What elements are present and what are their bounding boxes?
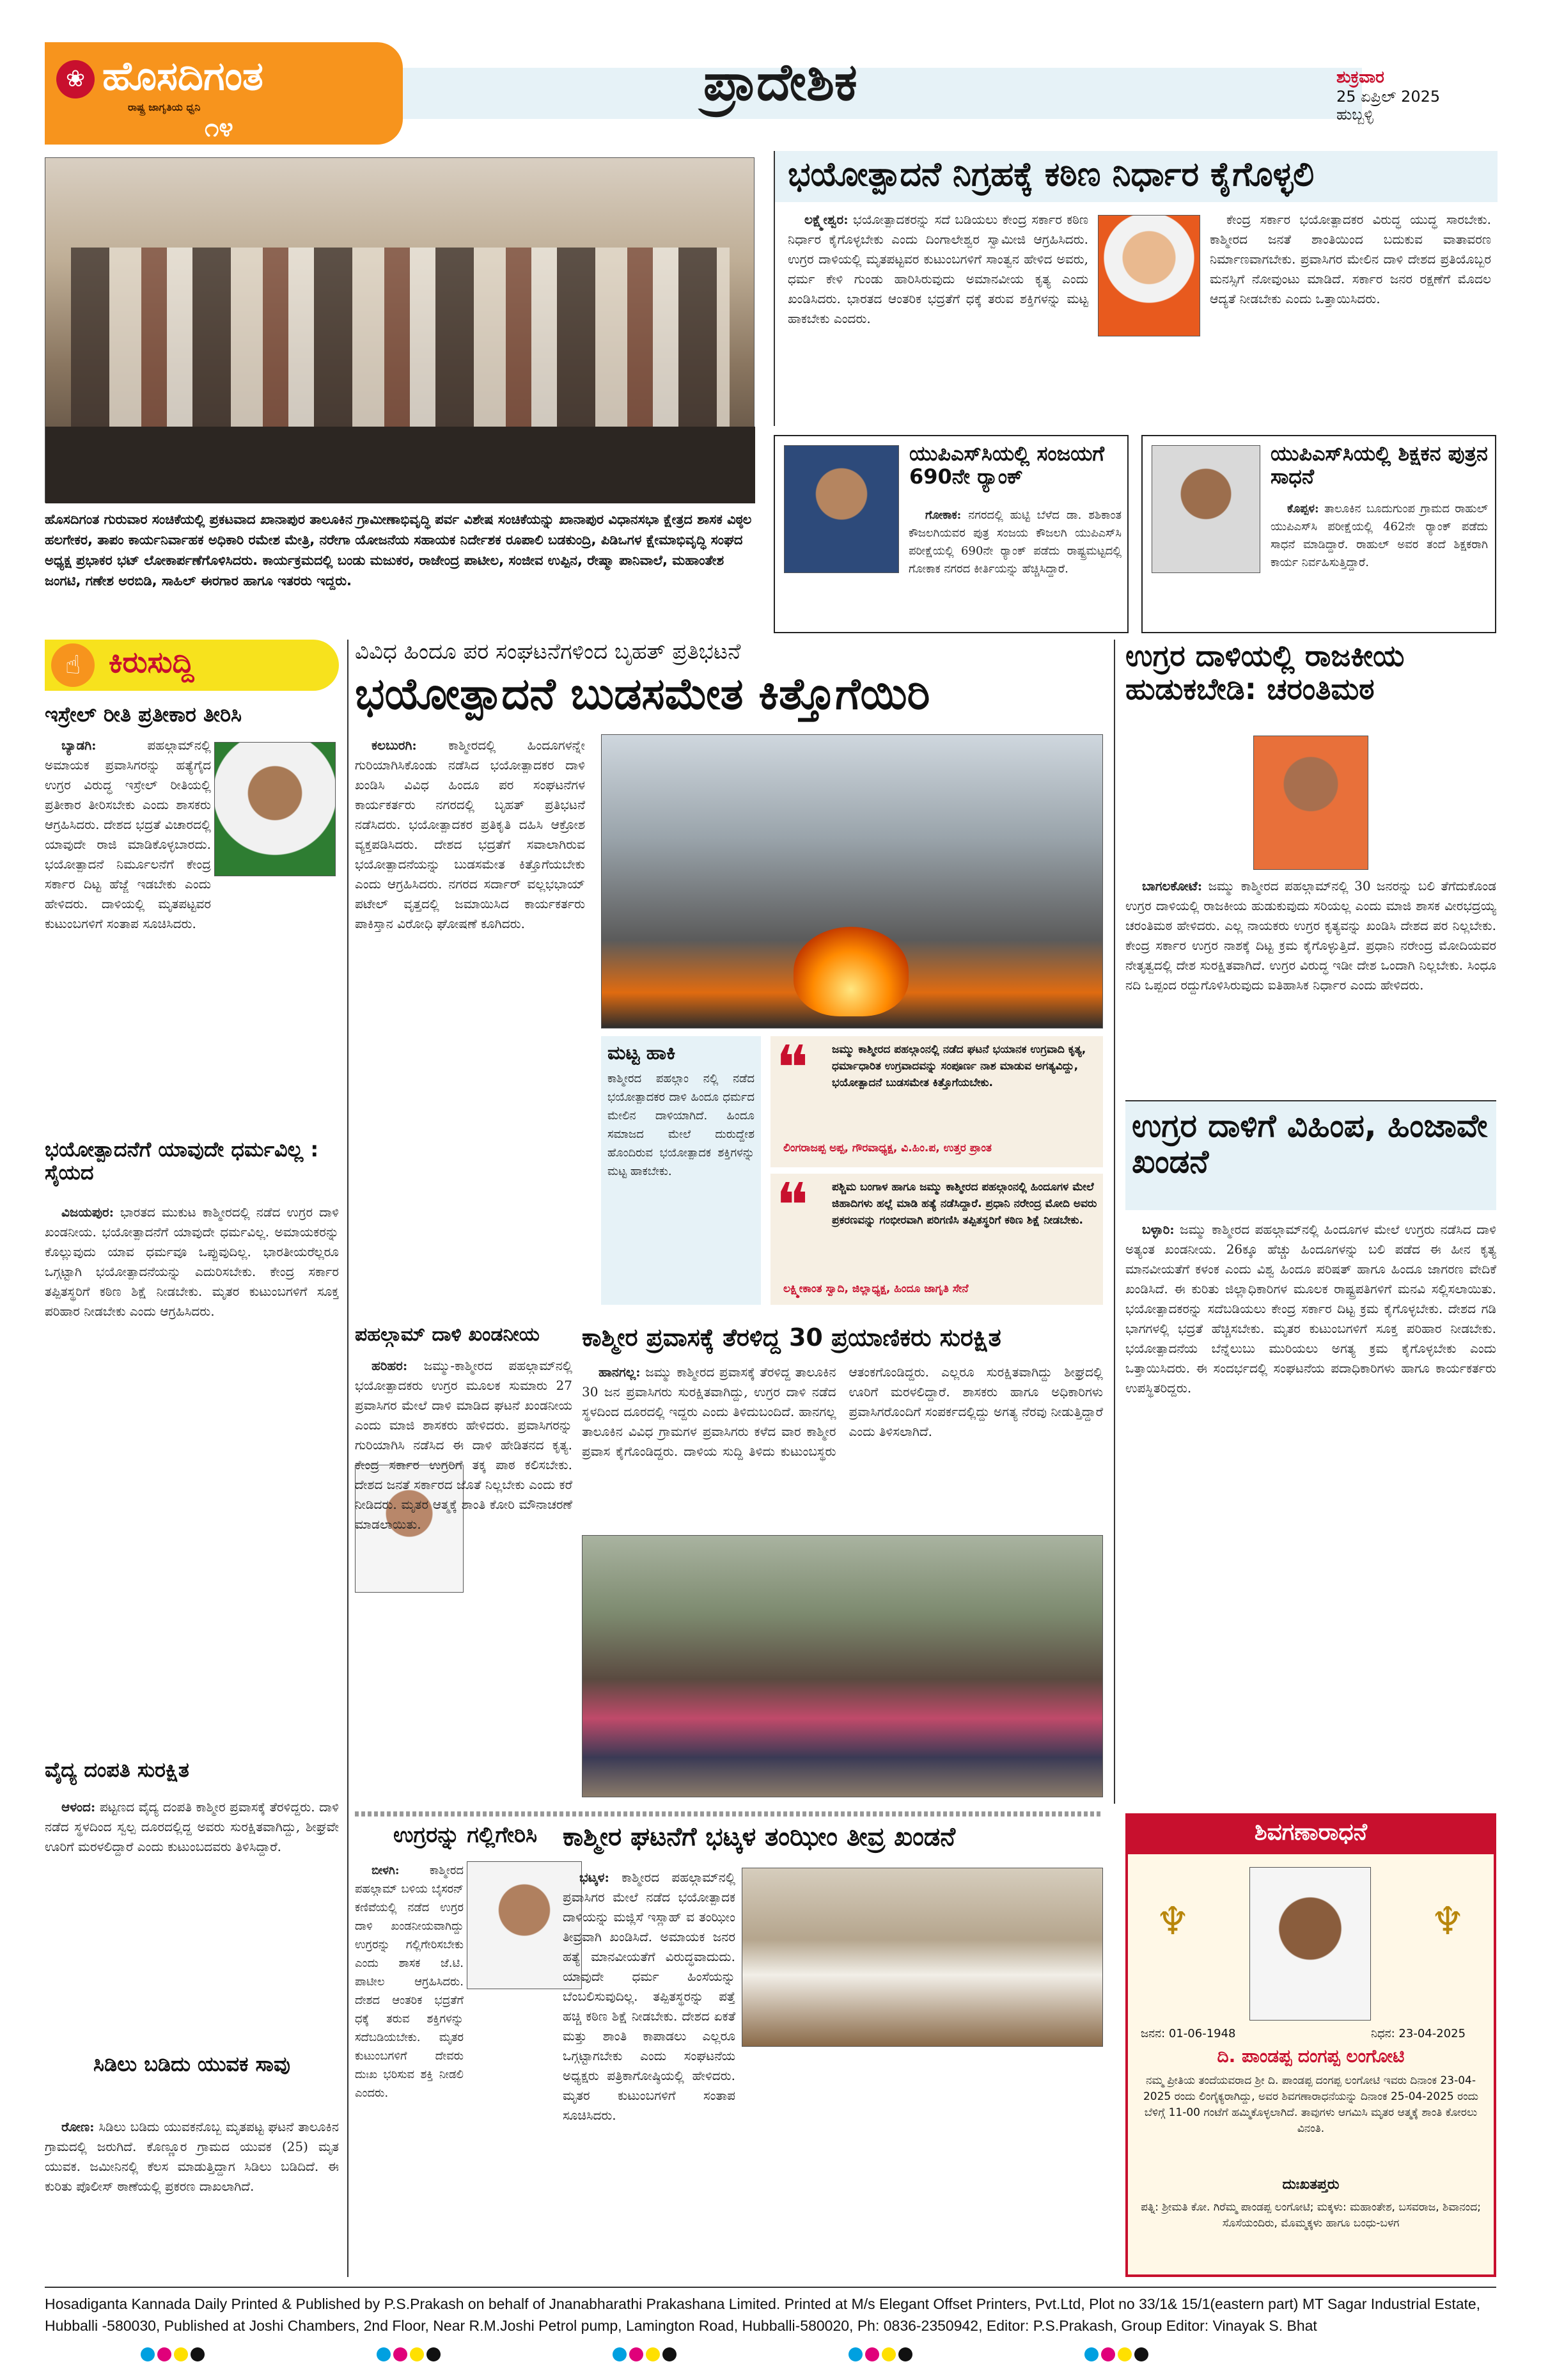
ugrar-body: ಕಾಶ್ಮೀರದ ಪಹಲ್ಗಾಮ್ ಬಳಿಯ ಬೈಸರನ್ ಕಣಿವೆಯಲ್ಲಿ ನಡೆದ ಉಗ್ರರ ದಾಳಿ ಖಂಡನೀಯವಾಗಿದ್ದು ಉಗ್ರರನ್ನು ಗಲ್ಲಿಗೇರಿಸಬೇಕು ಎಂದು ಶಾಸಕ ಜೆ.ಟಿ. ಪಾಟೀಲ ಆಗ್ರಹಿಸಿದರು. ದೇಶದ ಆಂತರಿಕ ಭದ್ರತೆಗೆ ಧಕ್ಕೆ ತರುವ ಶಕ್ತಿಗಳನ್ನು ಸದೆಬಡಿಯಬೇಕು. ಮೃತರ ಕುಟುಂಬಗಳಿಗೆ ದೇವರು ದುಃಖ ಭರಿಸುವ ಶಕ್ತಿ ನೀಡಲಿ ಎಂದರು.	[355, 1864, 464, 2100]
issue-date-block	[1336, 68, 1496, 123]
right-story1	[1125, 640, 1496, 1100]
registration-marks	[141, 2347, 1420, 2367]
right2-text	[1125, 1220, 1496, 1795]
quote2-by: ಲಕ್ಷ್ಮೀಕಾಂತ ಸ್ವಾದಿ, ಜಿಲ್ಲಾಧ್ಯಕ್ಷ, ಹಿಂದೂ ಜಾಗೃತಿ ಸೇನೆ	[783, 1282, 969, 1295]
brief3-text	[45, 1797, 339, 2040]
right-story2	[1125, 1100, 1496, 1804]
lead-text-2: ಕೇಂದ್ರ ಸರ್ಕಾರ ಭಯೋತ್ಪಾದಕರ ವಿರುದ್ಧ ಯುದ್ಧ ಸಾರಬೇಕು. ಕಾಶ್ಮೀರದ ಜನತೆ ಶಾಂತಿಯಿಂದ ಬದುಕುವ ವಾತಾವರಣ ನಿರ್ಮಾಣವಾಗಬೇಕು. ಪ್ರವಾಸಿಗರ ಮೇಲಿನ ದಾಳಿ ದೇಶದ ಪ್ರತಿಯೊಬ್ಬರ ಮನಸ್ಸಿಗೆ ನೋವುಂಟು ಮಾಡಿದೆ. ಸರ್ಕಾರ ಜನರ ರಕ್ಷಣೆಗೆ ಮೊದಲ ಆದ್ಯತೆ ನೀಡಬೇಕು ಎಂದು ಒತ್ತಾಯಿಸಿದರು.	[1210, 212, 1491, 306]
brief2-dateline: ವಿಜಯಪುರ:	[61, 1204, 114, 1220]
upsc1-dateline: ಗೋಕಾಕ:	[925, 508, 962, 522]
finger-icon: ☝	[51, 643, 95, 687]
lead-photo-swamiji	[1098, 215, 1200, 336]
protest-story	[355, 640, 1103, 1311]
tourist-story	[582, 1324, 1103, 1804]
right2-headline: ಉಗ್ರರ ದಾಳಿಗೆ ವಿಹಿಂಪ, ಹಿಂಜಾವೇ ಖಂಡನೆ	[1132, 1107, 1488, 1180]
masthead	[45, 42, 1496, 145]
protest-headline: ಭಯೋತ್ಪಾದನೆ ಬುಡಸಮೇತ ಕಿತ್ತೊಗೆಯಿರಿ	[355, 669, 930, 720]
upsc2-text	[1271, 500, 1488, 628]
tourist-dateline: ಹಾನಗಲ್ಲ:	[598, 1364, 641, 1380]
protest-fire	[794, 927, 909, 1016]
right2-body: ಜಮ್ಮು ಕಾಶ್ಮೀರದ ಪಹಲ್ಗಾಮ್‌ನಲ್ಲಿ ಹಿಂದೂಗಳ ಮೇಲೆ ಉಗ್ರರು ನಡೆಸಿದ ದಾಳಿ ಅತ್ಯಂತ ಖಂಡನೀಯ. 26ಕ್ಕೂ ಹೆಚ್ಚು ಹಿಂದೂಗಳನ್ನು ಬಲಿ ಪಡೆದ ಈ ಹೀನ ಕೃತ್ಯ ಮಾನವೀಯತೆಗೆ ಕಳಂಕ ಎಂದು ವಿಶ್ವ ಹಿಂದೂ ಪರಿಷತ್ ಹಾಗೂ ಹಿಂದೂ ಜಾಗರಣ ವೇದಿಕೆ ಖಂಡಿಸಿದೆ. ಈ ಕುರಿತು ಜಿಲ್ಲಾಧಿಕಾರಿಗಳ ಮೂಲಕ ರಾಷ್ಟ್ರಪತಿಗಳಿಗೆ ಮನವಿ ಸಲ್ಲಿಸಲಾಯಿತು. ಭಯೋತ್ಪಾದಕರನ್ನು ಸದೆಬಡಿಯಲು ಕೇಂದ್ರ ಸರ್ಕಾರ ದಿಟ್ಟ ಕ್ರಮ ಕೈಗೊಳ್ಳಬೇಕು. ದೇಶದ ಗಡಿ ಭಾಗಗಳಲ್ಲಿ ಭದ್ರತೆ ಹೆಚ್ಚಿಸಬೇಕು. ಮೃತರ ಕುಟುಂಬಗಳಿಗೆ ಸೂಕ್ತ ಪರಿಹಾರ ನೀಡಬೇಕು. ಭಯೋತ್ಪಾದನೆಯ ಬೆನ್ನೆಲುಬು ಮುರಿಯಲು ಅಗತ್ಯ ಕ್ರಮ ಕೈಗೊಳ್ಳಬೇಕು ಎಂದು ಒತ್ತಾಯಿಸಿದರು. ಈ ಸಂದರ್ಭದಲ್ಲಿ ಸಂಘಟನೆಯ ಪದಾಧಿಕಾರಿಗಳು ಹಾಗೂ ಕಾರ್ಯಕರ್ತರು ಉಪಸ್ಥಿತರಿದ್ದರು.	[1125, 1222, 1496, 1396]
column-rule-left	[347, 640, 348, 2277]
brief1-body: ಪಹಲ್ಗಾಮ್‌ನಲ್ಲಿ ಅಮಾಯಕ ಪ್ರವಾಸಿಗರನ್ನು ಹತ್ಯೆಗೈದ ಉಗ್ರರ ವಿರುದ್ಧ ಇಸ್ರೇಲ್ ರೀತಿಯಲ್ಲಿ ಪ್ರತೀಕಾರ ತೀರಿಸಬೇಕು ಎಂದು ಶಾಸಕರು ಆಗ್ರಹಿಸಿದರು. ದೇಶದ ಭದ್ರತೆ ವಿಚಾರದಲ್ಲಿ ಯಾವುದೇ ರಾಜಿ ಮಾಡಿಕೊಳ್ಳಬಾರದು. ಭಯೋತ್ಪಾದನೆ ನಿರ್ಮೂಲನೆಗೆ ಕೇಂದ್ರ ಸರ್ಕಾರ ದಿಟ್ಟ ಹೆಜ್ಜೆ ಇಡಬೇಕು ಎಂದು ಹೇಳಿದರು. ದಾಳಿಯಲ್ಲಿ ಮೃತಪಟ್ಟವರ ಕುಟುಂಬಗಳಿಗೆ ಸಂತಾಪ ಸೂಚಿಸಿದರು.	[45, 737, 211, 931]
quote2-icon: ❝	[776, 1170, 809, 1241]
tourist-body: ಜಮ್ಮು ಕಾಶ್ಮೀರದ ಪ್ರವಾಸಕ್ಕೆ ತೆರಳಿದ್ದ ತಾಲೂಕಿನ 30 ಜನ ಪ್ರವಾಸಿಗರು ಸುರಕ್ಷಿತವಾಗಿದ್ದು, ಉಗ್ರರ ದಾಳಿ ನಡೆದ ಸ್ಥಳದಿಂದ ದೂರದಲ್ಲಿ ಇದ್ದರು ಎಂದು ತಿಳಿದುಬಂದಿದೆ. ಹಾನಗಲ್ಲ ತಾಲೂಕಿನ ವಿವಿಧ ಗ್ರಾಮಗಳ ಪ್ರವಾಸಿಗರು ಕಳೆದ ವಾರ ಕಾಶ್ಮೀರ ಪ್ರವಾಸ ಕೈಗೊಂಡಿದ್ದರು. ದಾಳಿಯ ಸುದ್ದಿ ತಿಳಿದು ಕುಟುಂಬಸ್ಥರು ಆತಂಕಗೊಂಡಿದ್ದರು. ಎಲ್ಲರೂ ಸುರಕ್ಷಿತವಾಗಿದ್ದು ಶೀಘ್ರದಲ್ಲಿ ಊರಿಗೆ ಮರಳಲಿದ್ದಾರೆ. ಶಾಸಕರು ಹಾಗೂ ಅಧಿಕಾರಿಗಳು ಪ್ರವಾಸಿಗರೊಂದಿಗೆ ಸಂಪರ್ಕದಲ್ಲಿದ್ದು ಅಗತ್ಯ ನೆರವು ನೀಡುತ್ತಿದ್ದಾರೆ ಎಂದು ತಿಳಿಸಲಾಗಿದೆ.	[582, 1364, 1103, 1459]
upsc2-body: ತಾಲೂಕಿನ ಬೂದುಗುಂಪ ಗ್ರಾಮದ ರಾಹುಲ್ ಯುಪಿಎಸ್‌ಸಿ ಪರೀಕ್ಷೆಯಲ್ಲಿ 462ನೇ ರ್‍ಯಾಂಕ್ ಪಡೆದು ಸಾಧನೆ ಮಾಡಿದ್ದಾರೆ. ರಾಹುಲ್ ಅವರ ತಂದೆ ಶಿಕ್ಷಕರಾಗಿ ಕಾರ್ಯ ನಿರ್ವಹಿಸುತ್ತಿದ್ದಾರೆ.	[1271, 502, 1488, 569]
obituary-born: ಜನನ: 01-06-1948	[1141, 2027, 1236, 2040]
lamp-icon-left: ♆	[1155, 1899, 1190, 1944]
brief3-headline: ವೈದ್ಯ ದಂಪತಿ ಸುರಕ್ಷಿತ	[45, 1758, 189, 1782]
obituary-text: ನಮ್ಮ ಪ್ರೀತಿಯ ತಂದೆಯವರಾದ ಶ್ರೀ ದಿ. ಪಾಂಡಪ್ಪ ದಂಗಪ್ಪ ಲಂಗೋಟಿ ಇವರು ದಿನಾಂಕ 23-04-2025 ರಂದು ಲಿಂಗೈಕ್ಯರಾಗಿದ್ದು, ಅವರ ಶಿವಗಣಾರಾಧನೆಯನ್ನು ದಿನಾಂಕ 25-04-2025 ರಂದು ಬೆಳಿಗ್ಗೆ 11-00 ಗಂಟೆಗೆ ಹಮ್ಮಿಕೊಳ್ಳಲಾಗಿದೆ. ತಾವುಗಳು ಆಗಮಿಸಿ ಮೃತರ ಆತ್ಮಕ್ಕೆ ಶಾಂತಿ ಕೋರಲು ವಿನಂತಿ.	[1143, 2074, 1479, 2135]
lotus-icon: ❀	[56, 60, 95, 99]
right1-text	[1125, 729, 1496, 1094]
protest-body-1: ಕಾಶ್ಮೀರದಲ್ಲಿ ಹಿಂದೂಗಳನ್ನೇ ಗುರಿಯಾಗಿಸಿಕೊಂಡು ನಡೆಸಿದ ಭಯೋತ್ಪಾದಕರ ದಾಳಿ ಖಂಡಿಸಿ ವಿವಿಧ ಹಿಂದೂ ಪರ ಸಂಘಟನೆಗಳ ಕಾರ್ಯಕರ್ತರು ನಗರದಲ್ಲಿ ಬೃಹತ್ ಪ್ರತಿಭಟನೆ ನಡೆಸಿದರು. ಭಯೋತ್ಪಾದಕರ ಪ್ರತಿಕೃತಿ ದಹಿಸಿ ಆಕ್ರೋಶ ವ್ಯಕ್ತಪಡಿಸಿದರು. ದೇಶದ ಭದ್ರತೆಗೆ ಸವಾಲಾಗಿರುವ ಭಯೋತ್ಪಾದನೆಯನ್ನು ಬುಡಸಮೇತ ಕಿತ್ತೊಗೆಯಬೇಕು ಎಂದು ಆಗ್ರಹಿಸಿದರು. ನಗರದ ಸರ್ದಾರ್ ವಲ್ಲಭಭಾಯ್ ಪಟೇಲ್ ವೃತ್ತದಲ್ಲಿ ಜಮಾಯಿಸಿದ ಕಾರ್ಯಕರ್ತರು ಪಾಕಿಸ್ತಾನ ವಿರೋಧಿ ಘೋಷಣೆ ಕೂಗಿದರು.	[355, 737, 585, 931]
footer-rule	[45, 2287, 1496, 2288]
quote2-text: ಪಶ್ಚಿಮ ಬಂಗಾಳ ಹಾಗೂ ಜಮ್ಮು ಕಾಶ್ಮೀರದ ಪಹಲ್ಗಾಂನಲ್ಲಿ ಹಿಂದೂಗಳ ಮೇಲೆ ಜಿಹಾದಿಗಳು ಹಲ್ಲೆ ಮಾಡಿ ಹತ್ಯೆ ನಡೆಸಿದ್ದಾರೆ. ಪ್ರಧಾನಿ ನರೇಂದ್ರ ಮೋದಿ ಅವರು ಪ್ರಕರಣವನ್ನು ಗಂಭೀರವಾಗಿ ಪರಿಗಣಿಸಿ ತಪ್ಪಿತಸ್ಥರಿಗೆ ಕಠಿಣ ಶಿಕ್ಷೆ ನೀಡಬೇಕು.	[832, 1181, 1097, 1227]
right2-dateline: ಬಳ್ಳಾರಿ:	[1142, 1222, 1175, 1237]
upsc2-photo	[1152, 445, 1260, 573]
tourist-headline: ಕಾಶ್ಮೀರ ಪ್ರವಾಸಕ್ಕೆ ತೆರಳಿದ್ದ 30 ಪ್ರಯಾಣಿಕರು ಸುರಕ್ಷಿತ	[582, 1323, 1001, 1352]
lead-headline: ಭಯೋತ್ಪಾದನೆ ನಿಗ್ರಹಕ್ಕೆ ಕಠಿಣ ನಿರ್ಧಾರ ಕೈಗೊಳ್ಳಲಿ	[788, 155, 1315, 194]
obituary-ad	[1125, 1813, 1496, 2277]
section-bar	[403, 68, 1362, 119]
quote2-box	[770, 1170, 1103, 1305]
photo-sofa	[45, 427, 755, 503]
kirusuddi-title: ಕಿರುಸುದ್ದಿ	[109, 645, 194, 679]
section-title: ಪ್ರಾದೇಶಿಕ	[703, 52, 857, 112]
pahalgam-text	[355, 1356, 572, 1804]
brief2-body: ಭಾರತದ ಮುಕುಟ ಕಾಶ್ಮೀರದಲ್ಲಿ ನಡೆದ ಉಗ್ರರ ದಾಳಿ ಖಂಡನೀಯ. ಭಯೋತ್ಪಾದನೆಗೆ ಯಾವುದೇ ಧರ್ಮವಿಲ್ಲ. ಅಮಾಯಕರನ್ನು ಕೊಲ್ಲುವುದು ಯಾವ ಧರ್ಮವೂ ಒಪ್ಪುವುದಿಲ್ಲ. ಭಾರತೀಯರೆಲ್ಲರೂ ಒಗ್ಗಟ್ಟಾಗಿ ಭಯೋತ್ಪಾದನೆಯನ್ನು ಎದುರಿಸಬೇಕು. ಕೇಂದ್ರ ಸರ್ಕಾರ ತಪ್ಪಿತಸ್ಥರಿಗೆ ಕಠಿಣ ಶಿಕ್ಷೆ ನೀಡಬೇಕು. ಮೃತರ ಕುಟುಂಬಗಳಿಗೆ ಸೂಕ್ತ ಪರಿಹಾರ ನೀಡಬೇಕು ಎಂದು ಆಗ್ರಹಿಸಿದರು.	[45, 1204, 339, 1319]
logo-tagline: ರಾಷ್ಟ್ರ ಜಾಗೃತಿಯ ಧ್ವನಿ	[128, 101, 201, 113]
ugrar-text	[355, 1861, 464, 2271]
issue-date: 25 ಏಪ್ರಿಲ್ 2025	[1336, 88, 1441, 106]
upsc2-box	[1141, 435, 1496, 633]
brief1-dateline: ಬ್ಯಾಡಗಿ:	[61, 737, 97, 753]
quote1-text: ಜಮ್ಮು ಕಾಶ್ಮೀರದ ಪಹಲ್ಗಾಂನಲ್ಲಿ ನಡೆದ ಘಟನೆ ಭಯಾನಕ ಉಗ್ರವಾದಿ ಕೃತ್ಯ, ಧರ್ಮಾಧಾರಿತ ಉಗ್ರವಾದವನ್ನು ಸಂಪೂರ್ಣ ನಾಶ ಮಾಡುವ ಅಗತ್ಯವಿದ್ದು, ಭಯೋತ್ಪಾದನೆ ಬುಡಸಮೇತ ಕಿತ್ತೊಗೆಯಬೇಕು.	[832, 1043, 1086, 1089]
bhatkal-headline: ಕಾಶ್ಮೀರ ಘಟನೆಗೆ ಭಟ್ಕಳ ತಂಝೀಂ ತೀವ್ರ ಖಂಡನೆ	[563, 1822, 956, 1852]
right1-dateline: ಬಾಗಲಕೋಟೆ:	[1142, 878, 1203, 894]
ugrar-headline: ಉಗ್ರರನ್ನು ಗಲ್ಲಿಗೇರಿಸಿ	[393, 1822, 538, 1848]
logo-text: ಹೊಸದಿಗಂತ	[102, 52, 263, 99]
upsc2-dateline: ಕೊಪ್ಪಳ:	[1287, 502, 1319, 516]
pahalgam-body: ಜಮ್ಮು-ಕಾಶ್ಮೀರದ ಪಹಲ್ಗಾಮ್‌ನಲ್ಲಿ ಭಯೋತ್ಪಾದಕರು ಉಗ್ರರ ಮೂಲಕ ಸುಮಾರು 27 ಪ್ರವಾಸಿಗರ ಮೇಲೆ ದಾಳಿ ಮಾಡಿದ ಘಟನೆ ಖಂಡನೀಯ ಎಂದು ಮಾಜಿ ಶಾಸಕರು ಹೇಳಿದರು. ಪ್ರವಾಸಿಗರನ್ನು ಗುರಿಯಾಗಿಸಿ ನಡೆಸಿದ ಈ ದಾಳಿ ಹೇಡಿತನದ ಕೃತ್ಯ. ಕೇಂದ್ರ ಸರ್ಕಾರ ಉಗ್ರರಿಗೆ ತಕ್ಕ ಪಾಠ ಕಲಿಸಬೇಕು. ದೇಶದ ಜನತೆ ಸರ್ಕಾರದ ಜೊತೆ ನಿಲ್ಲಬೇಕು ಎಂದು ಕರೆ ನೀಡಿದರು. ಮೃತರ ಆತ್ಮಕ್ಕೆ ಶಾಂತಿ ಕೋರಿ ಮೌನಾಚರಣೆ ಮಾಡಲಾಯಿತು.	[355, 1358, 572, 1532]
kirusuddi-banner	[45, 640, 339, 691]
obituary-mourners-title: ದುಃಖತಪ್ತರು	[1282, 2177, 1340, 2193]
obituary-photo	[1249, 1867, 1371, 2021]
obituary-name: ದಿ. ಪಾಂಡಪ್ಪ ದಂಗಪ್ಪ ಲಂಗೋಟಿ	[1217, 2045, 1405, 2067]
lead-text-1: ಭಯೋತ್ಪಾದಕರನ್ನು ಸದೆ ಬಡಿಯಲು ಕೇಂದ್ರ ಸರ್ಕಾರ ಕಠಿಣ ನಿರ್ಧಾರ ಕೈಗೊಳ್ಳಬೇಕು ಎಂದು ದಿಂಗಾಲೇಶ್ವರ ಸ್ವಾಮೀಜಿ ಆಗ್ರಹಿಸಿದರು. ಉಗ್ರರ ದಾಳಿಯಲ್ಲಿ ಮೃತಪಟ್ಟವರ ಕುಟುಂಬಗಳಿಗೆ ಸಾಂತ್ವನ ಹೇಳಿದ ಅವರು, ಧರ್ಮ ಕೇಳಿ ಗುಂಡು ಹಾರಿಸಿರುವುದು ಅಮಾನವೀಯ ಕೃತ್ಯ ಎಂದು ಖಂಡಿಸಿದರು. ಭಾರತದ ಆಂತರಿಕ ಭದ್ರತೆಗೆ ಧಕ್ಕೆ ತರುವ ಶಕ್ತಿಗಳನ್ನು ಮಟ್ಟ ಹಾಕಬೇಕು ಎಂದರು.	[788, 212, 1088, 326]
brief3-body: ಪಟ್ಟಣದ ವೈದ್ಯ ದಂಪತಿ ಕಾಶ್ಮೀರ ಪ್ರವಾಸಕ್ಕೆ ತೆರಳಿದ್ದರು. ದಾಳಿ ನಡೆದ ಸ್ಥಳದಿಂದ ಸ್ವಲ್ಪ ದೂರದಲ್ಲಿದ್ದ ಅವರು ಸುರಕ್ಷಿತವಾಗಿದ್ದು, ಶೀಘ್ರವೇ ಊರಿಗೆ ಮರಳಲಿದ್ದಾರೆ ಎಂದು ಕುಟುಂಬದವರು ತಿಳಿಸಿದ್ದಾರೆ.	[45, 1799, 339, 1854]
tourist-group-photo	[582, 1535, 1103, 1797]
photo-people-band	[71, 248, 730, 427]
mutta-box	[601, 1036, 761, 1305]
bottom-section-rule	[355, 1811, 1103, 1817]
upsc1-headline: ಯುಪಿಎಸ್‌ಸಿಯಲ್ಲಿ ಸಂಜಯಗೆ 690ನೇ ರ್‍ಯಾಂಕ್	[909, 441, 1104, 489]
footer-imprint: Hosadiganta Kannada Daily Printed & Published by P.S.Prakash on behalf of Jnanabharathi Prakashana Limited. Printed at M/s Elegant Offset Printers, Pvt.Ltd, Plot no 33/1& 15/1(eastern part) MT Sagar Industrial Estate, Hubballi -580030, Published at Joshi Chambers, 2nd Floor, Near R.M.Joshi Petrol pump, Lamington Road, Hubballi-580020, Ph: 0836-2350942, Editor: P.S.Prakash, Group Editor: Vinayak S. Bhat	[45, 2296, 1481, 2334]
brief2-headline: ಭಯೋತ್ಪಾದನೆಗೆ ಯಾವುದೇ ಧರ್ಮವಿಲ್ಲ : ಸೈಯದ	[45, 1137, 319, 1185]
protest-dateline: ಕಲಬುರಗಿ:	[372, 737, 417, 753]
bhatkal-story	[563, 1823, 1103, 2277]
bhatkal-body: ಕಾಶ್ಮೀರದ ಪಹಲ್ಗಾಮ್‌ನಲ್ಲಿ ಪ್ರವಾಸಿಗರ ಮೇಲೆ ನಡೆದ ಭಯೋತ್ಪಾದಕ ದಾಳಿಯನ್ನು ಮಜ್ಲಿಸೆ ಇಸ್ಲಾಹ್ ವ ತಂಝೀಂ ತೀವ್ರವಾಗಿ ಖಂಡಿಸಿದೆ. ಅಮಾಯಕ ಜನರ ಹತ್ಯೆ ಮಾನವೀಯತೆಗೆ ವಿರುದ್ಧವಾದುದು. ಯಾವುದೇ ಧರ್ಮ ಹಿಂಸೆಯನ್ನು ಬೆಂಬಲಿಸುವುದಿಲ್ಲ. ತಪ್ಪಿತಸ್ಥರನ್ನು ಪತ್ತೆ ಹಚ್ಚಿ ಕಠಿಣ ಶಿಕ್ಷೆ ನೀಡಬೇಕು. ದೇಶದ ಏಕತೆ ಮತ್ತು ಶಾಂತಿ ಕಾಪಾಡಲು ಎಲ್ಲರೂ ಒಗ್ಗಟ್ಟಾಗಬೇಕು ಎಂದು ಸಂಘಟನೆಯ ಅಧ್ಯಕ್ಷರು ಪತ್ರಿಕಾಗೋಷ್ಠಿಯಲ್ಲಿ ಹೇಳಿದರು. ಮೃತರ ಕುಟುಂಬಗಳಿಗೆ ಸಂತಾಪ ಸೂಚಿಸಿದರು.	[563, 1870, 736, 2123]
upsc1-body: ನಗರದಲ್ಲಿ ಹುಟ್ಟಿ ಬೆಳೆದ ಡಾ. ಶಶಿಕಾಂತ ಕೌಜಲಗಿಯವರ ಪುತ್ರ ಸಂಜಯ ಕೌಜಲಗಿ ಯುಪಿಎಸ್‌ಸಿ ಪರೀಕ್ಷೆಯಲ್ಲಿ 690ನೇ ರ್‍ಯಾಂಕ್ ಪಡೆದು ರಾಷ್ಟ್ರಮಟ್ಟದಲ್ಲಿ ಗೋಕಾಕ ನಗರದ ಕೀರ್ತಿಯನ್ನು ಹೆಚ್ಚಿಸಿದ್ದಾರೆ.	[909, 508, 1122, 576]
quote1-by: ಲಿಂಗರಾಜಪ್ಪ ಅಪ್ಪ, ಗೌರವಾಧ್ಯಕ್ಷ, ವಿ.ಹಿಂ.ಪ, ಉತ್ತರ ಪ್ರಾಂತ	[783, 1142, 992, 1155]
pahalgam-dateline: ಹರಿಹರ:	[372, 1358, 408, 1373]
tourist-text	[582, 1362, 1103, 1529]
brief3-dateline: ಆಳಂದ:	[61, 1799, 96, 1815]
lamp-icon-right: ♆	[1430, 1899, 1465, 1944]
bhatkal-text	[563, 1868, 1103, 2271]
kirusuddi-column	[45, 640, 339, 2277]
bhatkal-dateline: ಭಟ್ಕಳ:	[579, 1870, 609, 1885]
obituary-died: ನಿಧನ: 23-04-2025	[1371, 2027, 1466, 2040]
pahalgam-box	[355, 1324, 572, 1804]
brief4-text	[45, 2117, 339, 2277]
obituary-mourners: ಪತ್ನಿ: ಶ್ರೀಮತಿ ಕೋ. ಗಿರೆಮ್ಮ ಪಾಂಡಪ್ಪ ಲಂಗೋಟಿ; ಮಕ್ಕಳು: ಮಹಾಂತೇಶ, ಬಸವರಾಜ, ಶಿವಾನಂದ; ಸೊಸೆಯಂದಿರು, ಮೊಮ್ಮಕ್ಕಳು ಹಾಗೂ ಬಂಧು-ಬಳಗ	[1141, 2201, 1481, 2230]
right1-headline: ಉಗ್ರರ ದಾಳಿಯಲ್ಲಿ ರಾಜಕೀಯ ಹುಡುಕಬೇಡಿ: ಚರಂತಿಮಠ	[1125, 638, 1405, 706]
upsc2-headline: ಯುಪಿಎಸ್‌ಸಿಯಲ್ಲಿ ಶಿಕ್ಷಕನ ಪುತ್ರನ ಸಾಧನೆ	[1271, 441, 1488, 489]
protest-photo	[601, 734, 1103, 1028]
obituary-title: ಶಿವಗಣಾರಾಧನೆ	[1254, 1819, 1368, 1845]
issue-city: ಹುಬ್ಬಳ್ಳಿ	[1336, 106, 1373, 123]
lead-story	[774, 151, 1496, 426]
top-photo	[45, 157, 755, 503]
protest-kicker: ವಿವಿಧ ಹಿಂದೂ ಪರ ಸಂಘಟನೆಗಳಿಂದ ಬೃಹತ್ ಪ್ರತಿಭಟನೆ	[355, 639, 741, 665]
lead-dateline: ಲಕ್ಷ್ಮೇಶ್ವರ:	[804, 212, 849, 227]
brief4-dateline: ರೋಣ:	[61, 2119, 95, 2134]
mutta-text: ಕಾಶ್ಮೀರದ ಪಹಲ್ಗಾಂ ನಲ್ಲಿ ನಡೆದ ಭಯೋತ್ಪಾದಕರ ದಾಳಿ ಹಿಂದೂ ಧರ್ಮದ ಮೇಲಿನ ದಾಳಿಯಾಗಿದೆ. ಹಿಂದೂ ಸಮಾಜದ ಮೇಲೆ ದುರುದ್ದೇಶ ಹೊಂದಿರುವ ಭಯೋತ್ಪಾದಕ ಶಕ್ತಿಗಳನ್ನು ಮಟ್ಟ ಹಾಕಬೇಕು.	[607, 1071, 755, 1178]
brief4-headline: ಸಿಡಿಲು ಬಡಿದು ಯುವಕ ಸಾವು	[93, 2052, 290, 2076]
quote1-box	[770, 1032, 1103, 1167]
brief2-text	[45, 1202, 339, 1727]
column-rule-right	[1114, 640, 1115, 1804]
upsc1-box	[774, 435, 1129, 633]
mutta-title: ಮಟ್ಟ ಹಾಕಿ	[607, 1042, 676, 1064]
brief1-text	[45, 736, 339, 1119]
protest-col1	[355, 736, 585, 1305]
quote1-icon: ❝	[776, 1032, 809, 1104]
issue-day: ಶುಕ್ರವಾರ	[1336, 68, 1384, 87]
pahalgam-headline: ಪಹಲ್ಗಾಮ್ ದಾಳಿ ಖಂಡನೀಯ	[355, 1323, 540, 1346]
lead-col2	[1210, 210, 1491, 421]
top-photo-caption: ಹೊಸದಿಗಂತ ಗುರುವಾರ ಸಂಚಿಕೆಯಲ್ಲಿ ಪ್ರಕಟವಾದ ಖಾನಾಪುರ ತಾಲೂಕಿನ ಗ್ರಾಮೀಣಾಭಿವೃದ್ಧಿ ಪರ್ವ ವಿಶೇಷ ಸಂಚಿಕೆಯನ್ನು ಖಾನಾಪುರ ವಿಧಾನಸಭಾ ಕ್ಷೇತ್ರದ ಶಾಸಕ ವಿಠ್ಠಲ ಹಲಗೇಕರ, ತಾಪಂ ಕಾರ್ಯನಿರ್ವಾಹಕ ಅಧಿಕಾರಿ ರಮೇಶ ಮೇತ್ರಿ, ನರೇಗಾ ಯೋಜನೆಯ ಸಹಾಯಕ ನಿರ್ದೇಶಕ ರೂಪಾಲಿ ಬಡಕುಂದ್ರಿ, ಪಿಡಿಒಗಳ ಕ್ಷೇಮಾಭಿವೃದ್ಧಿ ಸಂಘದ ಅಧ್ಯಕ್ಷ ಪ್ರಭಾಕರ ಭಟ್ ಲೋಕಾರ್ಪಣೆಗೊಳಿಸಿದರು. ಕಾರ್ಯಕ್ರಮದಲ್ಲಿ ಬಂಡು ಮಜುಕರ, ರಾಜೇಂದ್ರ ಪಾಟೀಲ, ಸಂಜೀವ ಉಪ್ಪಿನ, ರೇಷ್ಮಾ ಪಾನಿವಾಲೆ, ಮಹಾಂತೇಶ ಜಂಗಟಿ, ಗಣೇಶ ಅರಬಿಡಿ, ಸಾಹಿಲ್ ಈರಗಾರ ಹಾಗೂ ಇತರರು ಇದ್ದರು.	[45, 512, 752, 588]
page-number: ೧೪	[205, 113, 233, 143]
brief4-body: ಸಿಡಿಲು ಬಡಿದು ಯುವಕನೊಬ್ಬ ಮೃತಪಟ್ಟ ಘಟನೆ ತಾಲೂಕಿನ ಗ್ರಾಮದಲ್ಲಿ ಜರುಗಿದೆ. ಕೊಣ್ಣೂರ ಗ್ರಾಮದ ಯುವಕ (25) ಮೃತ ಯುವಕ. ಜಮೀನಿನಲ್ಲಿ ಕೆಲಸ ಮಾಡುತ್ತಿದ್ದಾಗ ಸಿಡಿಲು ಬಡಿದಿದೆ. ಈ ಕುರಿತು ಪೊಲೀಸ್ ಠಾಣೆಯಲ್ಲಿ ಪ್ರಕರಣ ದಾಖಲಾಗಿದೆ.	[45, 2119, 339, 2194]
ugrar-dateline: ಬೀಳಗಿ:	[372, 1864, 400, 1877]
upsc1-text	[784, 507, 1122, 628]
logo-block	[45, 42, 403, 145]
brief1-headline: ಇಸ್ರೇಲ್ ರೀತಿ ಪ್ರತೀಕಾರ ತೀರಿಸಿ	[45, 702, 242, 727]
lead-col1	[788, 210, 1088, 421]
right1-body: ಜಮ್ಮು ಕಾಶ್ಮೀರದ ಪಹಲ್ಗಾಮ್‌ನಲ್ಲಿ 30 ಜನರನ್ನು ಬಲಿ ತೆಗೆದುಕೊಂಡ ಉಗ್ರರ ದಾಳಿಯಲ್ಲಿ ರಾಜಕೀಯ ಹುಡುಕುವುದು ಸರಿಯಲ್ಲ ಎಂದು ಮಾಜಿ ಶಾಸಕ ವೀರಭದ್ರಯ್ಯ ಚರಂತಿಮಠ ಹೇಳಿದರು. ಎಲ್ಲ ನಾಯಕರು ಉಗ್ರರ ಕೃತ್ಯವನ್ನು ಖಂಡಿಸಿ ದೇಶದ ಪರ ನಿಲ್ಲಬೇಕು. ಕೇಂದ್ರ ಸರ್ಕಾರ ಉಗ್ರರ ನಾಶಕ್ಕೆ ದಿಟ್ಟ ಕ್ರಮ ಕೈಗೊಳ್ಳುತ್ತಿದೆ. ಪ್ರಧಾನಿ ನರೇಂದ್ರ ಮೋದಿಯವರ ನೇತೃತ್ವದಲ್ಲಿ ದೇಶ ಸುರಕ್ಷಿತವಾಗಿದೆ. ಉಗ್ರರ ವಿರುದ್ಧ ಇಡೀ ದೇಶ ಒಂದಾಗಿ ನಿಲ್ಲಬೇಕು. ಸಿಂಧೂ ನದಿ ಒಪ್ಪಂದ ರದ್ದುಗೊಳಿಸಿರುವುದು ಐತಿಹಾಸಿಕ ನಿರ್ಧಾರ ಎಂದು ಹೇಳಿದರು.	[1125, 878, 1496, 993]
